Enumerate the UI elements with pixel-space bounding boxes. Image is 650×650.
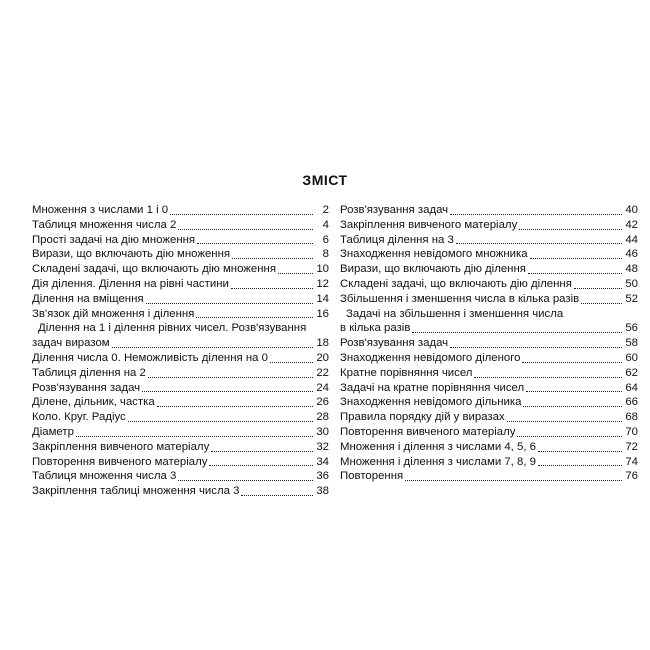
toc-entry-page: 50 bbox=[625, 277, 638, 290]
dot-leader bbox=[128, 411, 313, 422]
toc-entry-page: 46 bbox=[625, 248, 638, 261]
toc-entry-page: 6 bbox=[322, 233, 329, 246]
toc-entry[interactable] bbox=[340, 366, 638, 381]
toc-entry[interactable] bbox=[340, 351, 638, 366]
toc-entry-title: Зв'язок дій множення і ділення bbox=[32, 307, 195, 320]
toc-entry-title: Множення з числами 1 і 0 bbox=[32, 204, 169, 216]
dot-leader bbox=[278, 263, 313, 274]
toc-entry-page: 52 bbox=[625, 292, 638, 305]
toc-title: ЗМІСТ bbox=[302, 172, 348, 188]
toc-entry-page: 58 bbox=[625, 337, 638, 350]
toc-entry-page: 8 bbox=[322, 248, 329, 261]
toc-entry[interactable] bbox=[340, 321, 638, 336]
toc-entry[interactable] bbox=[32, 440, 329, 455]
dot-leader bbox=[146, 293, 313, 304]
toc-entry-page: 18 bbox=[316, 337, 329, 350]
toc-entry-page: 60 bbox=[625, 351, 638, 364]
dot-leader bbox=[178, 219, 313, 230]
toc-entry-title: Ділене, дільник, частка bbox=[32, 396, 155, 409]
dot-leader bbox=[232, 248, 313, 259]
toc-entry-title: Закріплення вивченого матеріалу bbox=[32, 440, 210, 453]
toc-entry-page: 74 bbox=[625, 455, 638, 468]
toc-entry-title: Знаходження невідомого дільника bbox=[340, 396, 522, 409]
dot-leader bbox=[405, 470, 622, 481]
toc-entry[interactable] bbox=[32, 292, 329, 307]
toc-entry-title: Задачі на кратне порівняння чисел bbox=[340, 381, 525, 394]
toc-entry-page: 48 bbox=[625, 263, 638, 276]
toc-entry-title: Вирази, що включають дію ділення bbox=[340, 263, 526, 276]
toc-entry-title: задач виразом bbox=[32, 337, 110, 350]
dot-leader bbox=[412, 322, 622, 333]
dot-leader bbox=[538, 441, 622, 452]
toc-entry[interactable] bbox=[32, 277, 329, 292]
toc-entry[interactable] bbox=[340, 395, 638, 410]
toc-entry[interactable] bbox=[340, 203, 638, 218]
toc-entry-page: 16 bbox=[316, 307, 329, 320]
toc-entry[interactable] bbox=[340, 440, 638, 455]
dot-leader bbox=[76, 426, 313, 437]
dot-leader bbox=[581, 293, 622, 304]
toc-entry-title: Ділення на вміщення bbox=[32, 292, 144, 305]
toc-entry-title: Збільшення і зменшення числа в кілька разів bbox=[340, 292, 580, 305]
toc-entry[interactable] bbox=[32, 203, 329, 218]
toc-entry-title: Дія ділення. Ділення на рівні частини bbox=[32, 277, 229, 290]
dot-leader bbox=[142, 381, 313, 392]
toc-entry-page: 76 bbox=[625, 470, 638, 483]
toc-entry-title: Розв'язування задач bbox=[340, 204, 449, 216]
toc-entry-page: 34 bbox=[316, 455, 329, 468]
toc-entry-page: 4 bbox=[322, 218, 329, 231]
toc-entry[interactable] bbox=[32, 321, 329, 336]
toc-entry-page: 68 bbox=[625, 411, 638, 424]
toc-entry-page: 38 bbox=[316, 485, 329, 498]
toc-entry[interactable] bbox=[32, 262, 329, 277]
toc-entry-title: Діаметр bbox=[32, 425, 74, 438]
toc-entry[interactable] bbox=[32, 395, 329, 410]
toc-entry-page: 40 bbox=[625, 204, 638, 216]
dot-leader bbox=[241, 485, 313, 496]
toc-entry-page: 22 bbox=[316, 366, 329, 379]
toc-entry-page: 42 bbox=[625, 218, 638, 231]
dot-leader bbox=[148, 367, 313, 378]
toc-entry[interactable] bbox=[32, 307, 329, 322]
toc-entry-title: Повторення bbox=[340, 470, 404, 483]
dot-leader bbox=[538, 455, 622, 466]
dot-leader bbox=[211, 441, 313, 452]
toc-entry-title: Правила порядку дій у виразах bbox=[340, 411, 505, 424]
dot-leader bbox=[450, 204, 622, 215]
toc-entry[interactable] bbox=[32, 247, 329, 262]
toc-entry-title: Знаходження невідомого множника bbox=[340, 248, 528, 261]
toc-entry-page: 20 bbox=[316, 351, 329, 364]
dot-leader bbox=[523, 396, 622, 407]
dot-leader bbox=[526, 381, 622, 392]
toc-entry-title: Закріплення таблиці множення числа 3 bbox=[32, 485, 240, 498]
dot-leader bbox=[517, 426, 622, 437]
toc-entry-page: 72 bbox=[625, 440, 638, 453]
dot-leader bbox=[474, 367, 622, 378]
dot-leader bbox=[157, 396, 313, 407]
toc-entry[interactable] bbox=[32, 455, 329, 470]
toc-entry[interactable] bbox=[32, 484, 329, 499]
toc-entry[interactable] bbox=[32, 425, 329, 440]
toc-entry-title: Множення і ділення з числами 7, 8, 9 bbox=[340, 455, 537, 468]
toc-entry[interactable] bbox=[32, 218, 329, 233]
dot-leader bbox=[231, 278, 313, 289]
toc-entry-title: Знаходження невідомого діленого bbox=[340, 351, 521, 364]
toc-entry-page: 24 bbox=[316, 381, 329, 394]
toc-entry[interactable] bbox=[340, 292, 638, 307]
toc-entry-page: 10 bbox=[316, 263, 329, 276]
dot-leader bbox=[530, 248, 622, 259]
toc-entry-title: Таблиця ділення на 2 bbox=[32, 366, 146, 379]
toc-entry[interactable] bbox=[340, 336, 638, 351]
toc-entry-title: Множення і ділення з числами 4, 5, 6 bbox=[340, 440, 537, 453]
toc-entry[interactable] bbox=[340, 425, 638, 440]
toc-entry[interactable] bbox=[340, 218, 638, 233]
toc-entry-page: 36 bbox=[316, 470, 329, 483]
toc-entry[interactable] bbox=[340, 277, 638, 292]
toc-entry-page: 14 bbox=[316, 292, 329, 305]
toc-entry[interactable] bbox=[340, 469, 638, 484]
dot-leader bbox=[197, 233, 313, 244]
toc-entry-title: Повторення вивченого матеріалу bbox=[32, 455, 208, 468]
toc-entry-title: Кратне порівняння чисел bbox=[340, 366, 473, 379]
toc-entry[interactable] bbox=[340, 307, 638, 322]
toc-entry[interactable] bbox=[340, 233, 638, 248]
dot-leader bbox=[450, 337, 622, 348]
toc-entry-title: Розв'язування задач bbox=[340, 337, 449, 350]
toc-entry[interactable] bbox=[32, 366, 329, 381]
toc-entry-page: 26 bbox=[316, 396, 329, 409]
toc-entry-page: 66 bbox=[625, 396, 638, 409]
toc-entry[interactable] bbox=[340, 262, 638, 277]
toc-entry-page: 28 bbox=[316, 411, 329, 424]
dot-leader bbox=[196, 307, 313, 318]
toc-entry-page: 32 bbox=[316, 440, 329, 453]
toc-entry[interactable] bbox=[340, 247, 638, 262]
dot-leader bbox=[522, 352, 622, 363]
dot-leader bbox=[178, 470, 313, 481]
toc-entry-page: 70 bbox=[625, 425, 638, 438]
dot-leader bbox=[112, 337, 313, 348]
dot-leader bbox=[209, 455, 313, 466]
toc-entry-title: Задачі на збільшення і зменшення числа bbox=[346, 307, 564, 320]
toc-entry-title: в кілька разів bbox=[340, 322, 411, 335]
dot-leader bbox=[519, 219, 622, 230]
toc-entry-title: Розв'язування задач bbox=[32, 381, 141, 394]
toc-entry-title: Ділення на 1 і ділення рівних чисел. Розв'язування bbox=[38, 322, 307, 335]
toc-entry-title: Складені задачі, що включають дію множення bbox=[32, 263, 277, 276]
toc-left-column bbox=[32, 203, 329, 499]
dot-leader bbox=[170, 204, 313, 215]
toc-entry[interactable] bbox=[32, 469, 329, 484]
dot-leader bbox=[528, 263, 622, 274]
dot-leader bbox=[456, 233, 622, 244]
toc-entry-title: Таблиця множення числа 2 bbox=[32, 218, 177, 231]
toc-entry[interactable] bbox=[32, 410, 329, 425]
toc-entry[interactable] bbox=[340, 381, 638, 396]
toc-entry[interactable] bbox=[32, 233, 329, 248]
toc-entry-title: Таблиця ділення на 3 bbox=[340, 233, 454, 246]
toc-entry[interactable] bbox=[340, 410, 638, 425]
toc-entry[interactable] bbox=[340, 455, 638, 470]
toc-entry-page: 62 bbox=[625, 366, 638, 379]
toc-entry-title: Вирази, що включають дію множення bbox=[32, 248, 231, 261]
toc-entry-page: 44 bbox=[625, 233, 638, 246]
toc-entry-title: Ділення числа 0. Неможливість ділення на 0 bbox=[32, 351, 268, 364]
toc-entry-page: 2 bbox=[322, 204, 329, 216]
toc-entry[interactable] bbox=[32, 351, 329, 366]
toc-entry-title: Закріплення вивченого матеріалу bbox=[340, 218, 518, 231]
toc-entry-page: 56 bbox=[625, 322, 638, 335]
toc-entry-title: Прості задачі на дію множення bbox=[32, 233, 196, 246]
dot-leader bbox=[270, 352, 313, 363]
toc-right-column bbox=[340, 203, 638, 484]
dot-leader bbox=[507, 411, 622, 422]
toc-entry-title: Коло. Круг. Радіус bbox=[32, 411, 126, 424]
toc-entry-page: 12 bbox=[316, 277, 329, 290]
toc-entry[interactable] bbox=[32, 381, 329, 396]
toc-entry-title: Повторення вивченого матеріалу bbox=[340, 425, 516, 438]
dot-leader bbox=[574, 278, 622, 289]
toc-entry-page: 30 bbox=[316, 425, 329, 438]
toc-entry-page: 64 bbox=[625, 381, 638, 394]
toc-entry-title: Складені задачі, що включають дію ділення bbox=[340, 277, 572, 290]
toc-entry-title: Таблиця множення числа 3 bbox=[32, 470, 177, 483]
toc-entry[interactable] bbox=[32, 336, 329, 351]
